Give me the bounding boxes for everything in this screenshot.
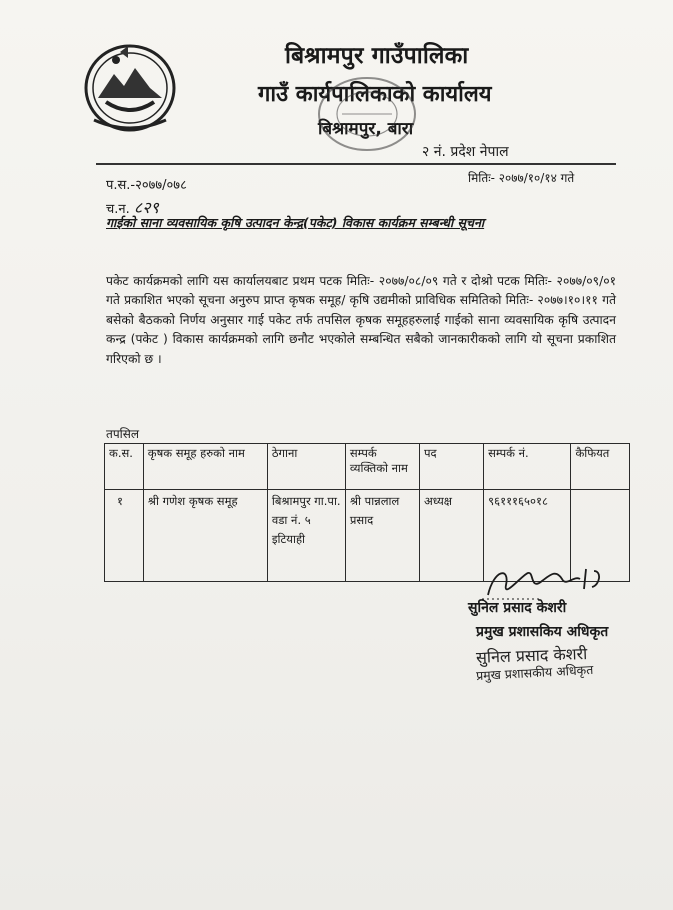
signer-name: सुनिल प्रसाद केशरी — [468, 600, 567, 616]
notice-subject: गाईको साना व्यवसायिक कृषि उत्पादन केन्द्र(पकेट) विकास कार्यक्रम सम्बन्धी सूचना — [106, 215, 485, 230]
notice-body: पकेट कार्यक्रमको लागि यस कार्यालयबाट प्रथम पटक मितिः- २०७७/०८/०९ गते र दोश्रो पटक मितिः- २०७७/०९/०१ गते प्रकाशित भएको सूचना अनुरुप प्राप्त कृषक समूह/ कृषि उद्यमीको प्राविधिक समितिको मितिः- २०७७।१०।११ गते बसेको बैठकको निर्णय अनुसार गाई पकेट तर्फ तपसिल कृषक समूहहरुलाई गाईको साना व्यवसायिक कृषि उत्पादन कन्द्र (पकेट ) विकास कार्यक्रमको लागि छनौट भएकोले सम्बन्धित सबैको जानकारीकको लागि यो सूचना प्रकाशित गरिएको छ । — [106, 274, 616, 366]
col-header-address: ठेगाना — [267, 444, 345, 490]
reference-number: प.स.-२०७७/०७८ — [106, 178, 187, 193]
province-label: २ नं. प्रदेश नेपाल — [422, 144, 509, 160]
cell-group-name: श्री गणेश कृषक समूह — [143, 490, 267, 582]
col-header-group-name: कृषक समूह हरुको नाम — [143, 444, 267, 490]
table-caption: तपसिल — [106, 427, 140, 441]
col-header-remarks: कैफियत — [571, 444, 630, 490]
cell-serial: १ — [105, 490, 144, 582]
col-header-serial: क.स. — [105, 444, 144, 490]
col-header-contact-person: सम्पर्क व्यक्तिको नाम — [345, 444, 419, 490]
cell-position: अध्यक्ष — [420, 490, 484, 582]
cell-contact-person: श्री पान्नलाल प्रसाद — [345, 490, 419, 582]
signer-title: प्रमुख प्रशासकिय अधिकृत — [476, 624, 609, 640]
office-round-stamp — [312, 70, 422, 158]
title-stamp-line: प्रमुख प्रशासकीय अधिकृत — [475, 661, 594, 684]
letter-date: मितिः- २०७७/१०/१४ गते — [468, 171, 575, 185]
dispatch-number-handwritten: ८२९ — [133, 198, 159, 217]
nepal-government-emblem — [80, 40, 180, 135]
table-header-row — [105, 444, 630, 490]
header-divider — [96, 163, 616, 165]
office-name: गाउँ कार्यपालिकाको कार्यालय — [258, 82, 492, 107]
office-address: बिश्रामपुर, बारा — [318, 119, 414, 139]
col-header-contact-number: सम्पर्क नं. — [484, 444, 571, 490]
cell-contact-number: ९६१११६५०१८ — [484, 490, 571, 582]
dispatch-label: च.न. — [106, 202, 130, 217]
organization-name: बिश्रामपुर गाउँपालिका — [285, 43, 469, 69]
name-stamp-line: सुनिल प्रसाद केशरी — [475, 644, 588, 667]
cell-address: बिश्रामपुर गा.पा. वडा नं. ५ इटियाही — [267, 490, 345, 582]
col-header-position: पद — [420, 444, 484, 490]
